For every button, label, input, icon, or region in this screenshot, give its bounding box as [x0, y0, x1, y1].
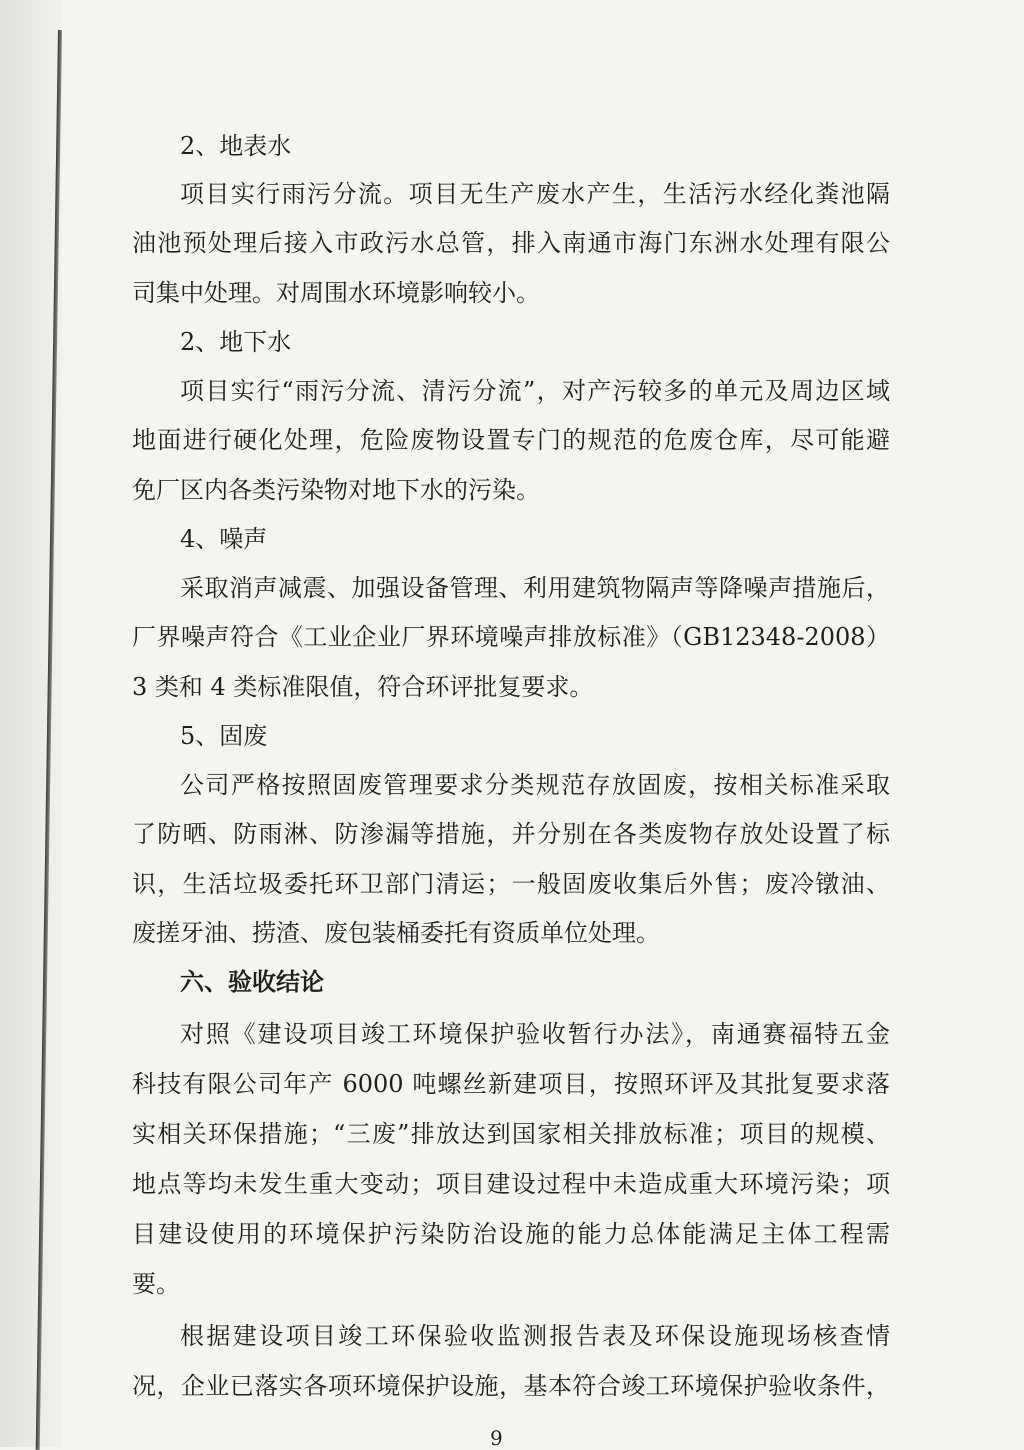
section-heading-surface-water: 2、地表水 — [180, 132, 292, 160]
paragraph-line: 采取消声减震、加强设备管理、利用建筑物隔声等降噪声措施后， — [180, 574, 890, 602]
paragraph-line: 对照《建设项目竣工环境保护验收暂行办法》，南通赛福特五金 — [180, 1020, 890, 1048]
paragraph-line: 免厂区内各类污染物对地下水的污染。 — [132, 476, 540, 504]
page-number: 9 — [490, 1426, 503, 1450]
paragraph-line: 科技有限公司年产 6000 吨螺丝新建项目，按照环评及其批复要求落 — [132, 1070, 890, 1098]
paragraph-line: 项目实行“雨污分流、清污分流”，对产污较多的单元及周边区域 — [180, 377, 890, 405]
paragraph-line: 要。 — [132, 1270, 180, 1298]
page-shadow — [0, 0, 62, 1447]
paragraph-line: 项目实行雨污分流。项目无生产废水产生，生活污水经化粪池隔 — [180, 180, 890, 208]
paragraph-line: 3 类和 4 类标准限值，符合环评批复要求。 — [132, 673, 594, 701]
section-heading-solid-waste: 5、固废 — [180, 722, 268, 750]
paragraph-line: 公司严格按照固废管理要求分类规范存放固废，按相关标准采取 — [180, 771, 890, 799]
paragraph-line: 根据建设项目竣工环保验收监测报告表及环保设施现场核查情 — [180, 1322, 890, 1350]
paragraph-line: 油池预处理后接入市政污水总管，排入南通市海门东洲水处理有限公 — [132, 229, 890, 257]
paragraph-line: 目建设使用的环境保护污染防治设施的能力总体能满足主体工程需 — [132, 1220, 890, 1248]
paragraph-line: 地面进行硬化处理，危险废物设置专门的规范的危废仓库，尽可能避 — [132, 426, 890, 454]
paragraph-line: 实相关环保措施；“三废”排放达到国家相关排放标准；项目的规模、 — [132, 1120, 890, 1148]
paragraph-line: 了防晒、防雨淋、防渗漏等措施，并分别在各类废物存放处设置了标 — [132, 820, 890, 848]
section-heading-noise: 4、噪声 — [180, 525, 268, 553]
section-heading-acceptance-conclusion: 六、验收结论 — [180, 967, 324, 996]
paragraph-line: 况，企业已落实各项环境保护设施，基本符合竣工环境保护验收条件， — [132, 1372, 890, 1400]
paragraph-line: 废搓牙油、捞渣、废包装桶委托有资质单位处理。 — [132, 919, 660, 947]
section-heading-groundwater: 2、地下水 — [180, 328, 292, 356]
paragraph-line: 厂界噪声符合《工业企业厂界环境噪声排放标准》（GB12348-2008） — [132, 623, 890, 651]
paragraph-line: 司集中处理。对周围水环境影响较小。 — [132, 279, 540, 307]
paragraph-line: 识，生活垃圾委托环卫部门清运；一般固废收集后外售；废冷镦油、 — [132, 870, 890, 898]
paragraph-line: 地点等均未发生重大变动；项目建设过程中未造成重大环境污染；项 — [132, 1170, 890, 1198]
